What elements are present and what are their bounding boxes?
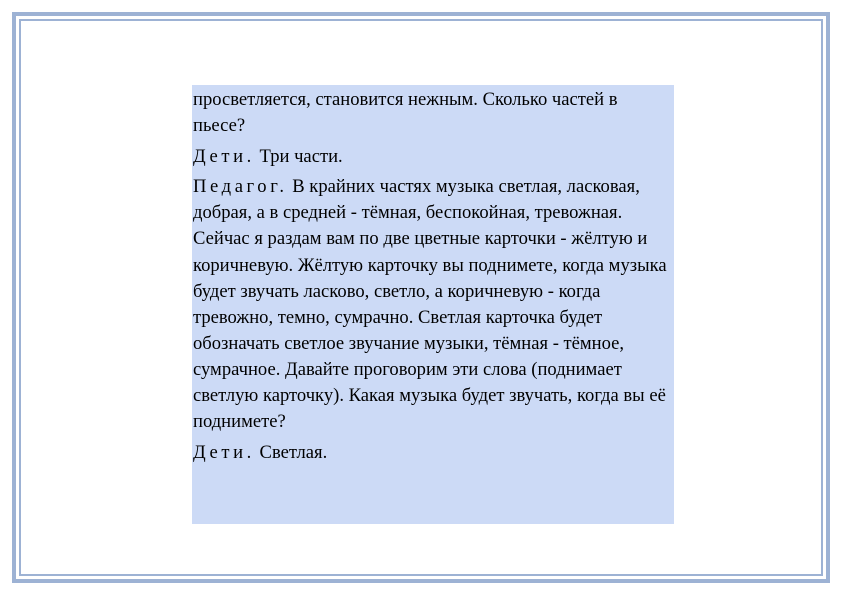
paragraph-4 (193, 440, 674, 466)
speaker-label: Дети. (193, 145, 255, 167)
paragraph-text: просветляется, становится нежным. Сколько частей в пьесе? (193, 89, 618, 137)
paragraph-text: Три части. (254, 145, 343, 167)
paragraph-1 (193, 87, 674, 139)
paragraph-3 (193, 174, 674, 435)
speaker-label: Педагог. (193, 176, 288, 198)
paragraph-2 (193, 144, 674, 170)
text-box (192, 85, 674, 524)
paragraph-text: В крайних частях музыка светлая, ласковая, добрая, а в средней - тёмная, беспокойная, тревожная. Сейчас я раздам вам по две цветные карточки - жёлтую и коричневую. Жёлтую карточку вы поднимете, когда музыка будет звучать ласково, светло, а коричневую - когда тревожно, темно, сумрачно. Светлая карточка будет обозначать светлое звучание музыки, тёмная - тёмное, сумрачное. Давайте проговорим эти слова (поднимает светлую карточку). Какая музыка будет звучать, когда вы её поднимете? (193, 176, 667, 433)
paragraph-text: Светлая. (254, 441, 328, 463)
speaker-label: Дети. (193, 441, 255, 463)
